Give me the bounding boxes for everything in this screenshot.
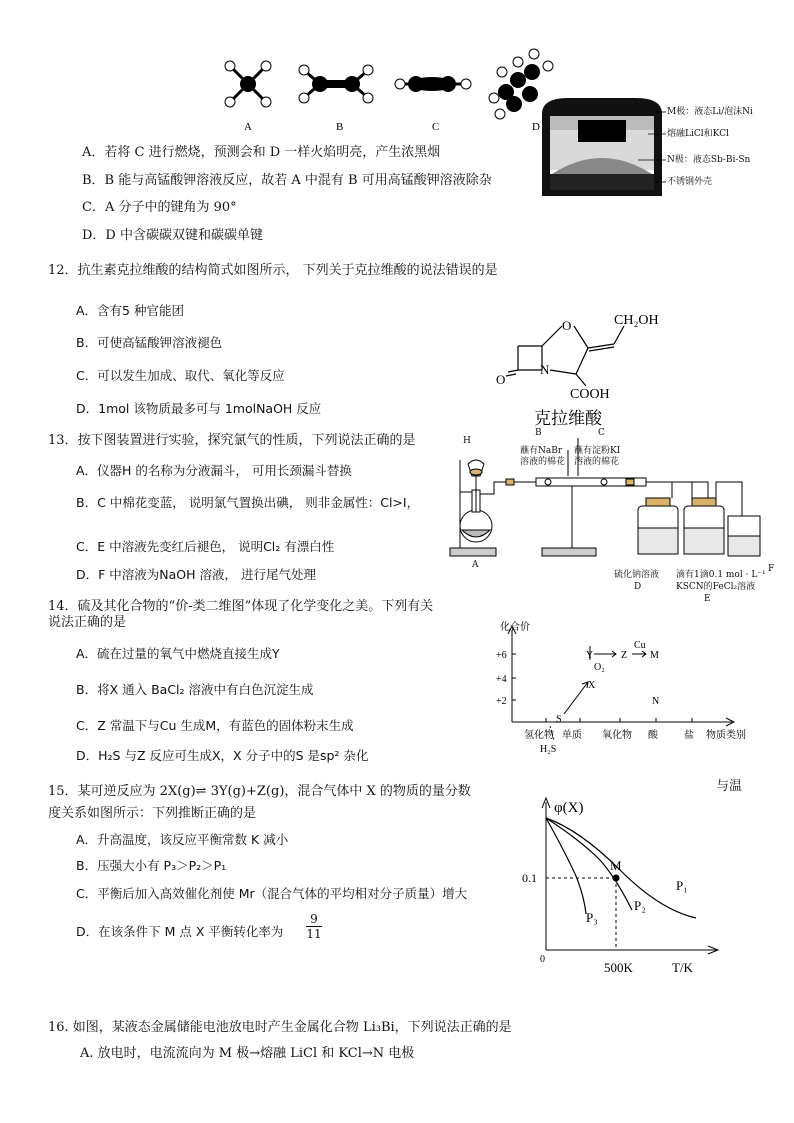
ytick-plus4: +4 (496, 674, 507, 685)
q15-fraction (306, 912, 322, 941)
chart-ytick-0-1: 0.1 (522, 871, 537, 885)
battery-label-shell: 不锈钢外壳 (667, 177, 713, 187)
q13-option-a: A．仪器H 的名称为分液漏斗， 可用长颈漏斗替换 (76, 463, 352, 478)
xcat-hydride: 氢化物 (524, 730, 554, 741)
apparatus-label-e: E (704, 594, 711, 604)
battery-label-m: M极：液态Li/泡沫Ni (667, 107, 753, 117)
q14-option-a: A．硫在过量的氧气中燃烧直接生成Y (76, 646, 280, 661)
model-a-methane (225, 61, 271, 107)
q14-option-d: D．H₂S 与Z 反应可生成X，X 分子中的S 是sp² 杂化 (76, 748, 369, 763)
apparatus-label-a: A (472, 560, 479, 570)
point-m: M (650, 650, 659, 661)
q14-stem-line1: 14．硫及其化合物的“价-类二维图”体现了化学变化之美。下列有关 (48, 599, 434, 614)
apparatus-b-text-2: 溶液的棉花 (520, 457, 566, 467)
q15-option-d: D．在该条件下 M 点 X 平衡转化率为 (76, 924, 284, 939)
point-s: S (556, 714, 562, 725)
q15-stem-line1: 15．某可逆反应为 2X(g)⇌ 3Y(g)+Z(g)，混合气体中 X 的物质的量分数 (48, 784, 471, 799)
q12-stem: 12．抗生素克拉维酸的结构简式如图所示， 下列关于克拉维酸的说法错误的是 (48, 263, 498, 278)
q15-phi-chart (520, 790, 720, 976)
curve-label-p2: P₂ (634, 898, 646, 913)
curve-label-p1: P₁ (676, 878, 688, 893)
xcat-acid: 酸 (648, 730, 658, 741)
model-label-d: D (532, 121, 540, 133)
fraction-denominator: 11 (306, 927, 322, 941)
apparatus-e-text-1: 滴有1滴0.1 mol · L⁻¹ (676, 570, 766, 580)
battery-figure (538, 94, 790, 198)
apparatus-label-d: D (634, 582, 642, 592)
chart-origin: 0 (540, 954, 545, 965)
chlorine-apparatus-figure (446, 420, 792, 606)
q15-stem-tail: 与温 (716, 779, 743, 794)
chart-xtick-500k: 500K (604, 960, 633, 975)
point-label-m: M (610, 858, 622, 873)
q11-option-c: C．A 分子中的键角为 90° (82, 200, 237, 215)
q11-option-a: A．若将 C 进行燃烧，预测会和 D 一样火焰明亮，产生浓黑烟 (82, 145, 441, 160)
point-z: Z (621, 650, 628, 661)
point-cu: Cu (634, 640, 646, 651)
apparatus-d-text: 硫化钠溶液 (614, 570, 660, 580)
clavulanic-acid-structure (494, 308, 694, 430)
q11-option-b: B．B 能与高锰酸钾溶液反应，故若 A 中混有 B 可用高锰酸钾溶液除杂 (82, 173, 492, 188)
q12-option-b: B．可使高锰酸钾溶液褪色 (76, 335, 223, 350)
chart-ylabel-phi: φ(X) (554, 800, 584, 816)
q12-option-c: C．可以发生加成、取代、氧化等反应 (76, 368, 285, 383)
atom-o-ring: O (562, 318, 572, 333)
q15-option-b: B．压强大小有 P₃＞P₂＞P₁ (76, 858, 227, 873)
q13-option-c: C．E 中溶液先变红后褪色， 说明Cl₂ 有漂白性 (76, 539, 335, 554)
q13-stem: 13．按下图装置进行实验，探究氯气的性质，下列说法正确的是 (48, 433, 416, 448)
structure-caption: 克拉维酸 (534, 409, 602, 428)
apparatus-label-f: F (768, 564, 775, 574)
atom-o-carbonyl: O (496, 372, 506, 387)
point-y: Y (586, 650, 594, 661)
model-label-a: A (244, 121, 252, 133)
q12-option-a: A．含有5 种官能团 (76, 303, 184, 318)
point-h2s: H₂S (540, 744, 557, 755)
xcat-oxide: 氧化物 (602, 730, 632, 741)
atom-cooh: COOH (570, 387, 610, 402)
molecule-models-figure (218, 40, 558, 136)
apparatus-e-text-2: KSCN的FeCl₂溶液 (676, 582, 756, 592)
chart-ylabel: 化合价 (500, 622, 530, 633)
model-label-c: C (432, 121, 440, 133)
q12-option-d: D．1mol 该物质最多可与 1molNaOH 反应 (76, 401, 322, 416)
atom-n: N (540, 362, 550, 377)
q15-stem-line2: 度关系如图所示：下列推断正确的是 (48, 806, 257, 821)
point-x: X (588, 680, 596, 691)
ytick-plus6: +6 (496, 650, 507, 661)
model-label-b: B (336, 121, 344, 133)
apparatus-label-h: H (463, 436, 471, 446)
battery-label-n: N极：液态Sb-Bi-Sn (667, 155, 751, 165)
apparatus-c-text-1: 蘸有淀粉KI (574, 446, 621, 456)
model-b-ethylene (299, 65, 373, 103)
point-o2: O₂ (594, 662, 605, 673)
apparatus-c-text-2: 溶液的棉花 (574, 457, 620, 467)
curve-label-p3: P₃ (586, 910, 598, 925)
model-c-acetylene (395, 76, 471, 92)
apparatus-label-c: C (598, 428, 605, 438)
q14-option-b: B．将X 通入 BaCl₂ 溶液中有白色沉淀生成 (76, 682, 314, 697)
q11-option-d: D．D 中含碳碳双键和碳碳单键 (82, 228, 263, 243)
q13-option-d: D．F 中溶液为NaOH 溶液， 进行尾气处理 (76, 567, 316, 582)
xcat-element: 单质 (562, 730, 582, 741)
fraction-numerator: 9 (306, 912, 322, 927)
xlabel: 物质类别 (706, 730, 746, 741)
q15-option-c: C．平衡后加入高效催化剂使 Mr（混合气体的平均相对分子质量）增大 (76, 886, 468, 901)
q15-option-a: A．升高温度，该反应平衡常数 K 减小 (76, 832, 289, 847)
point-n: N (652, 696, 660, 707)
q13-option-b: B．C 中棉花变蓝， 说明氯气置换出碘， 则非金属性：Cl>I， (76, 495, 420, 510)
q14-option-c: C．Z 常温下与Cu 生成M，有蓝色的固体粉末生成 (76, 718, 354, 733)
ytick-plus2: +2 (496, 696, 507, 707)
q14-stem-line2: 说法正确的是 (48, 615, 127, 630)
q16-stem: 16. 如图，某液态金属储能电池放电时产生金属化合物 Li₃Bi，下列说法正确的是 (48, 1020, 512, 1035)
chart-xlabel: T/K (672, 960, 693, 975)
sulfur-valence-chart (480, 618, 746, 780)
q16-option-a: A. 放电时，电流流向为 M 极→熔融 LiCl 和 KCl→N 电极 (80, 1046, 415, 1061)
apparatus-b-text-1: 蘸有NaBr (520, 446, 563, 456)
battery-label-electrolyte: 熔融LiCl和KCl (667, 129, 729, 139)
atom-ch2oh: CH₂OH (614, 313, 659, 328)
apparatus-label-b: B (535, 428, 542, 438)
xcat-salt: 盐 (684, 730, 694, 741)
